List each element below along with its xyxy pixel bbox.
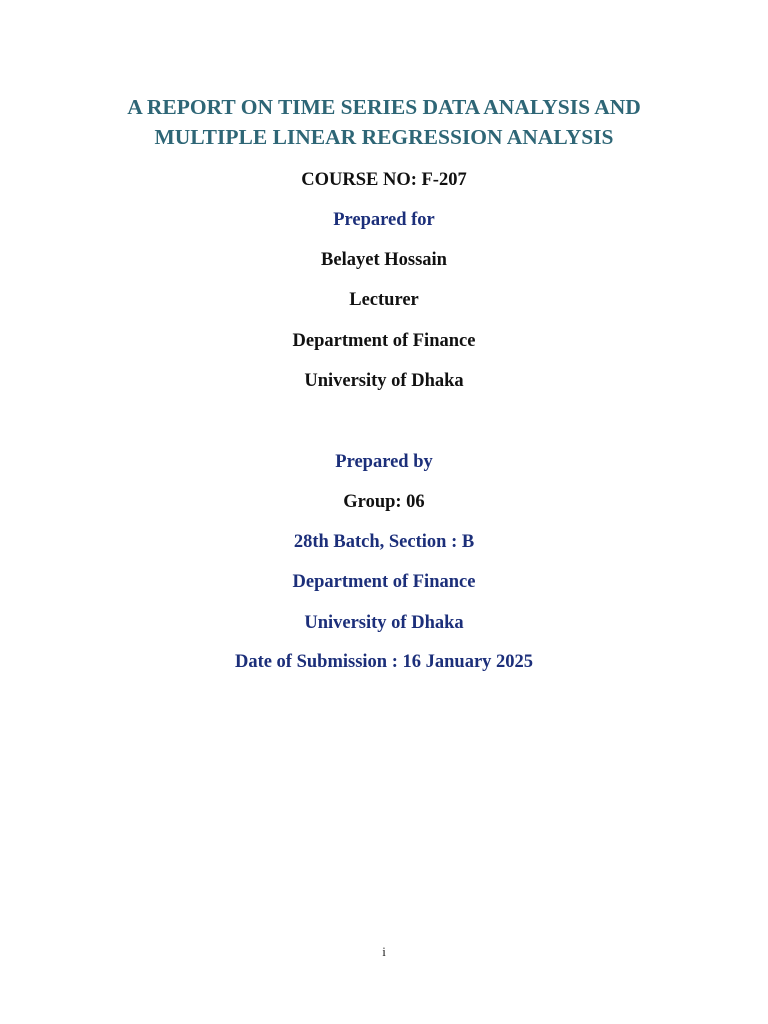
recipient-position: Lecturer <box>349 290 419 310</box>
submission-date: Date of Submission : 16 January 2025 <box>234 652 534 672</box>
report-title-line-2: MULTIPLE LINEAR REGRESSION ANALYSIS <box>154 125 614 149</box>
batch-section: 28th Batch, Section : B <box>293 532 475 552</box>
recipient-department: Department of Finance <box>292 331 476 351</box>
group-number: Group: 06 <box>343 492 425 512</box>
author-department: Department of Finance <box>292 572 476 592</box>
prepared-by-heading: Prepared by <box>335 452 433 472</box>
recipient-name: Belayet Hossain <box>321 250 447 270</box>
report-title-line-1: A REPORT ON TIME SERIES DATA ANALYSIS AND <box>127 95 641 119</box>
author-university: University of Dhaka <box>304 613 464 633</box>
prepared-for-heading: Prepared for <box>333 210 435 230</box>
recipient-university: University of Dhaka <box>304 371 464 391</box>
page-number: i <box>382 944 386 959</box>
course-number: COURSE NO: F-207 <box>301 170 467 190</box>
